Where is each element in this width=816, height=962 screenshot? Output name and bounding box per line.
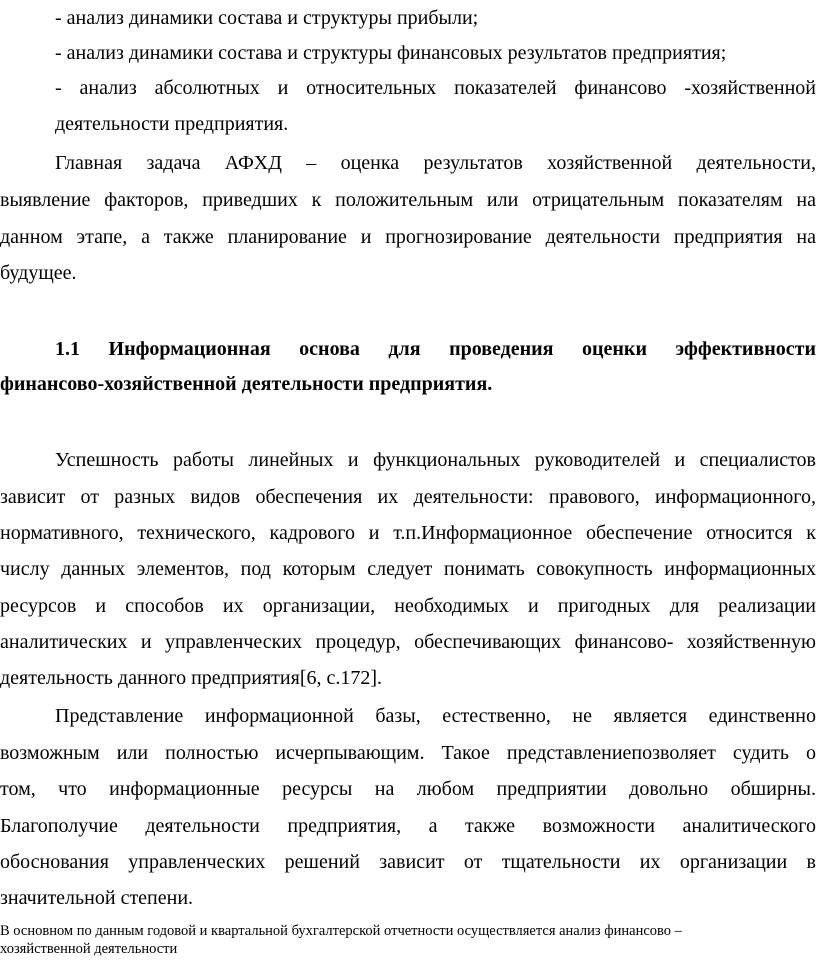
- paragraph-line: ресурсов и способов их организации, необходимых и пригодных для реализации: [0, 595, 816, 617]
- paragraph-line: значительной степени.: [0, 887, 194, 909]
- paragraph-line: Представление информационной базы, естественно, не является единственно: [55, 705, 816, 727]
- paragraph-line: аналитических и управленческих процедур, обеспечивающих финансово- хозяйственную: [0, 631, 816, 653]
- paragraph-line: том, что информационные ресурсы на любом предприятии довольно обширны.: [0, 778, 816, 800]
- paragraph-line: данном этапе, а также планирование и прогнозирование деятельности предприятия на: [0, 226, 816, 248]
- paragraph-line: Благополучие деятельности предприятия, а также возможности аналитического: [0, 815, 816, 837]
- paragraph-line: Главная задача АФХД – оценка результатов хозяйственной деятельности,: [55, 152, 816, 174]
- footer-note: хозяйственной деятельности: [0, 941, 178, 957]
- paragraph-line: выявление факторов, приведших к положительным или отрицательным показателям на: [0, 189, 816, 211]
- list-item: - анализ абсолютных и относительных показателей финансово -хозяйственной: [55, 77, 816, 99]
- paragraph-line: возможным или полностью исчерпывающим. Такое представлениепозволяет судить о: [0, 742, 816, 764]
- paragraph-line: будущее.: [0, 262, 77, 284]
- list-item: - анализ динамики состава и структуры финансовых результатов предприятия;: [55, 42, 727, 64]
- footer-note: В основном по данным годовой и квартальной бухгалтерской отчетности осуществляется анализ финансово –: [0, 923, 682, 939]
- section-heading: финансово-хозяйственной деятельности предприятия.: [0, 373, 493, 395]
- list-item: деятельности предприятия.: [55, 113, 289, 135]
- paragraph-line: числу данных элементов, под которым следует понимать совокупность информационных: [0, 558, 816, 580]
- paragraph-line: нормативного, технического, кадрового и т.п.Информационное обеспечение относится к: [0, 522, 816, 544]
- paragraph-line: обоснования управленческих решений зависит от тщательности их организации в: [0, 851, 816, 873]
- paragraph-line: Успешность работы линейных и функциональных руководителей и специалистов: [55, 449, 816, 471]
- section-heading: 1.1 Информационная основа для проведения оценки эффективности: [55, 338, 816, 360]
- list-item: - анализ динамики состава и структуры прибыли;: [55, 7, 479, 29]
- paragraph-line: зависит от разных видов обеспечения их деятельности: правового, информационного,: [0, 486, 816, 508]
- paragraph-line: деятельность данного предприятия[6, с.172].: [0, 667, 383, 689]
